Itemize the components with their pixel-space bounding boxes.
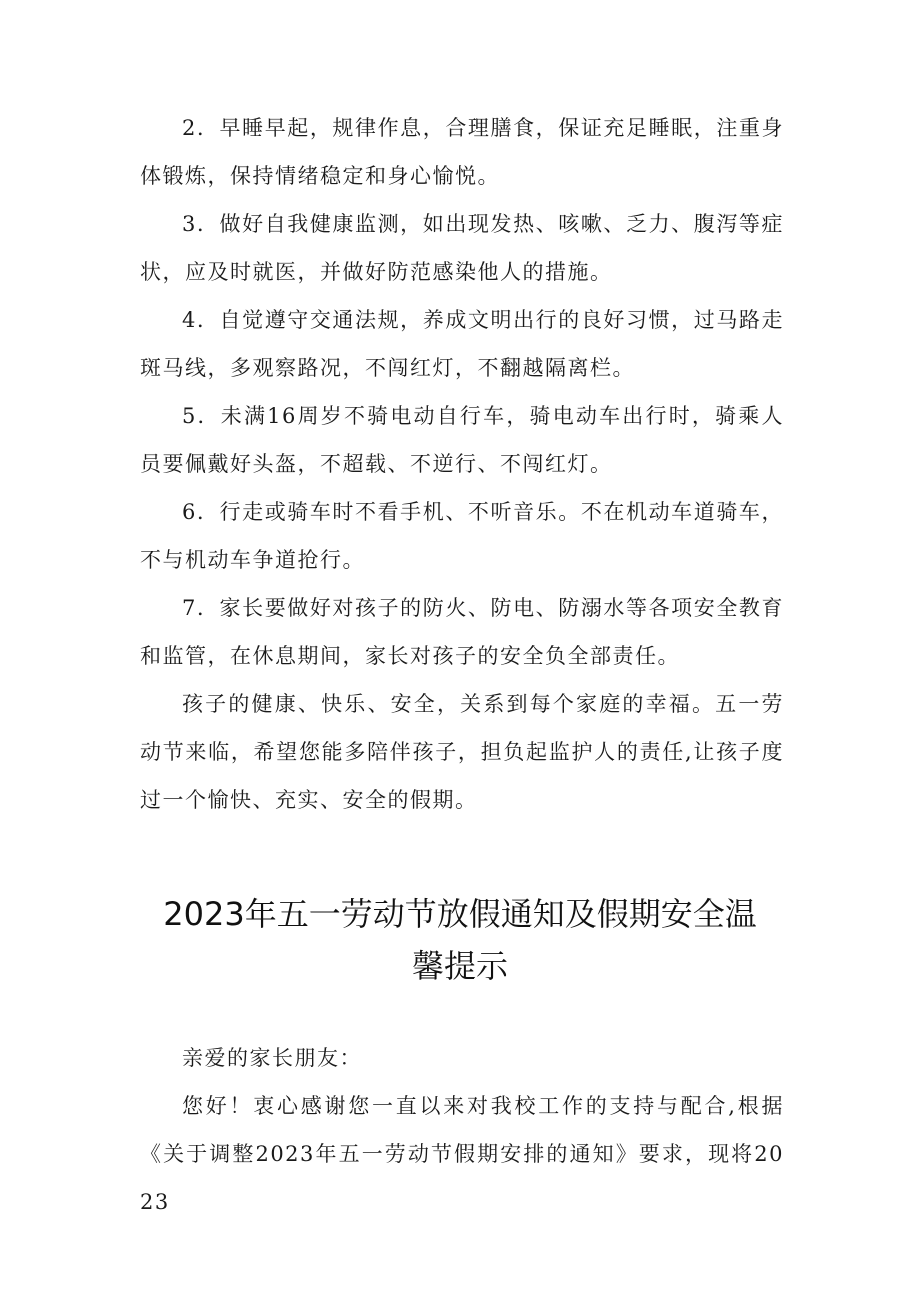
intro-paragraph: 您好！衷心感谢您一直以来对我校工作的支持与配合,根据《关于调整2023年五一劳动节假期安排的通知》要求，现将2023: [140, 1094, 784, 1214]
letter-body: [140, 1034, 784, 1226]
paragraph-item-2: 2．早睡早起，规律作息，合理膳食，保证充足睡眠，注重身体锻炼，保持情绪稳定和身心愉悦。: [140, 116, 784, 188]
paragraph-item-7: 7．家长要做好对孩子的防火、防电、防溺水等各项安全教育和监管，在休息期间，家长对孩子的安全负全部责任。: [140, 596, 784, 668]
paragraph-item-4: 4．自觉遵守交通法规，养成文明出行的良好习惯，过马路走斑马线，多观察路况，不闯红灯，不翻越隔离栏。: [140, 308, 784, 380]
paragraph-item-5: 5．未满16周岁不骑电动自行车，骑电动车出行时，骑乘人员要佩戴好头盔，不超载、不逆行、不闯红灯。: [140, 404, 784, 476]
notice-title-line-2: 馨提示: [411, 947, 508, 985]
paragraph-item-3: 3．做好自我健康监测，如出现发热、咳嗽、乏力、腹泻等症状，应及时就医，并做好防范感染他人的措施。: [140, 212, 784, 284]
closing-paragraph: 孩子的健康、快乐、安全，关系到每个家庭的幸福。五一劳动节来临，希望您能多陪伴孩子，担负起监护人的责任,让孩子度过一个愉快、充实、安全的假期。: [140, 692, 784, 812]
paragraph-item-6: 6．行走或骑车时不看手机、不听音乐。不在机动车道骑车，不与机动车争道抢行。: [140, 500, 784, 572]
notice-title-line-1: 2023年五一劳动节放假通知及假期安全温: [163, 895, 757, 933]
notice-title: [100, 888, 820, 992]
greeting: 亲爱的家长朋友：: [182, 1046, 362, 1070]
document-body: [140, 104, 784, 824]
